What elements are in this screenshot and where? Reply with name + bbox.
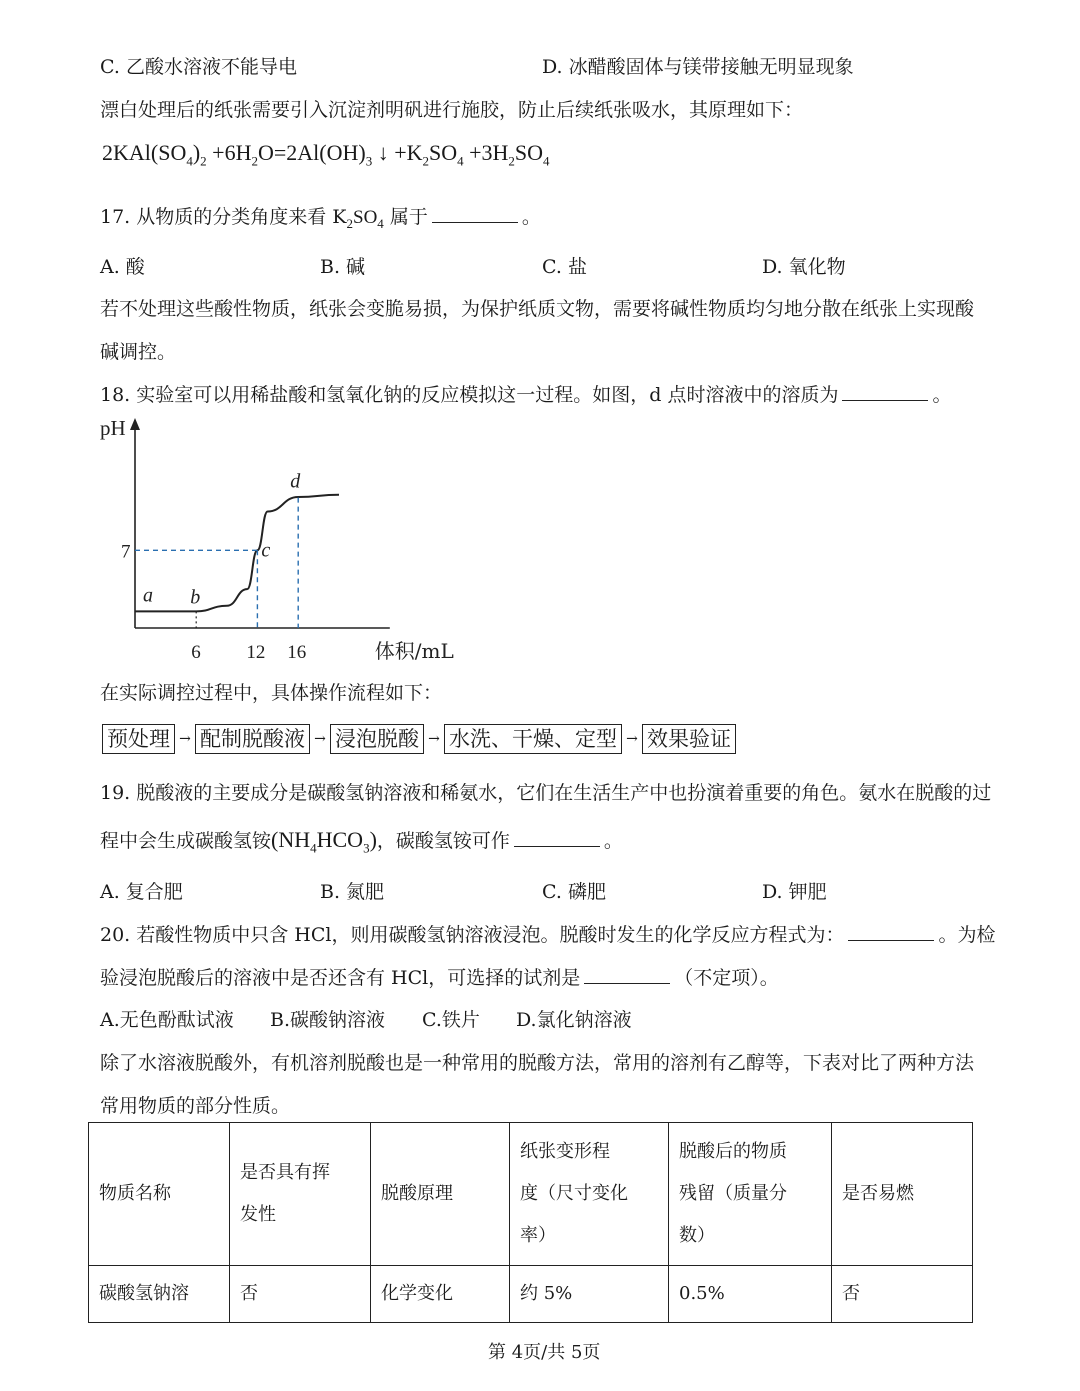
ph-curve bbox=[135, 495, 339, 612]
q18-stem: 18. 实验室可以用稀盐酸和氢氧化钠的反应模拟这一过程。如图，d 点时溶液中的溶质为 。 bbox=[100, 384, 952, 406]
para-acid-line1: 若不处理这些酸性物质，纸张会变脆易损，为保护纸质文物，需要将碱性物质均匀地分散在纸张上实现酸 bbox=[100, 298, 975, 320]
para-organic-line2: 常用物质的部分性质。 bbox=[100, 1095, 291, 1117]
ph-titration-chart bbox=[95, 410, 455, 670]
y-axis-label: pH bbox=[100, 416, 126, 440]
flow-step: 浸泡脱酸 bbox=[330, 724, 424, 754]
q20-option-a: A.无色酚酞试液 bbox=[100, 1009, 234, 1031]
alum-equation: $2KAl(SO_4)_2 +6H_2O=2Al(OH)_3$ ↓ $+K_2SO_4 +3H_2SO_4$ bbox=[102, 140, 550, 169]
q19-option-a: A. 复合肥 bbox=[100, 881, 183, 903]
header-line: 脱酸原理 bbox=[381, 1183, 453, 1204]
flow-arrow-icon: → bbox=[314, 731, 326, 747]
table-cell: 碳酸氢钠溶 bbox=[89, 1266, 230, 1323]
table-header-cell bbox=[669, 1123, 832, 1266]
table-cell: 否 bbox=[230, 1266, 371, 1323]
answer-blank[interactable] bbox=[584, 965, 670, 984]
x-axis-label: 体积/mL bbox=[374, 639, 454, 663]
x-tick-label: 16 bbox=[287, 642, 307, 663]
table-header-cell bbox=[89, 1123, 230, 1266]
header-line: 是否易燃 bbox=[842, 1183, 914, 1204]
q19-option-b: B. 氮肥 bbox=[320, 881, 385, 903]
flow-step: 效果验证 bbox=[642, 724, 736, 754]
table-header-cell bbox=[230, 1123, 371, 1266]
q16-option-c: C. 乙酸水溶液不能导电 bbox=[100, 56, 297, 78]
table-cell: 否 bbox=[832, 1266, 973, 1323]
q19-line2: 程中会生成碳酸氢铵$(NH_4HCO_3)$，碳酸氢铵可作 。 bbox=[100, 827, 623, 856]
flow-intro: 在实际调控过程中，具体操作流程如下： bbox=[100, 682, 443, 704]
para-organic-line1: 除了水溶液脱酸外，有机溶剂脱酸也是一种常用的脱酸方法，常用的溶剂有乙醇等，下表对比了两种方法 bbox=[100, 1052, 975, 1074]
header-line: 率） bbox=[520, 1225, 556, 1246]
x-tick-label: 12 bbox=[246, 642, 266, 663]
table-header-row bbox=[89, 1123, 973, 1266]
flow-arrow-icon: → bbox=[179, 731, 191, 747]
header-line: 数） bbox=[679, 1225, 715, 1246]
table-cell: 0.5% bbox=[669, 1266, 832, 1323]
q20-line1: 20. 若酸性物质中只含 HCl，则用碳酸氢钠溶液浸泡。脱酸时发生的化学反应方程式为： 。为检 bbox=[100, 924, 996, 946]
q19-line1: 19. 脱酸液的主要成分是碳酸氢钠溶液和稀氨水，它们在生活生产中也扮演着重要的角色。氨水在脱酸的过 bbox=[100, 782, 992, 804]
table-header-cell bbox=[371, 1123, 510, 1266]
header-line: 残留（质量分 bbox=[679, 1183, 787, 1204]
q20-line2: 验浸泡脱酸后的溶液中是否还含有 HCl，可选择的试剂是 （不定项）。 bbox=[100, 967, 779, 989]
y-axis-arrow-icon bbox=[130, 418, 140, 430]
q20-option-d: D.氯化钠溶液 bbox=[516, 1009, 632, 1031]
flow-step: 水洗、干燥、定型 bbox=[444, 724, 622, 754]
table-row bbox=[89, 1266, 973, 1323]
q16-option-d: D. 冰醋酸固体与镁带接触无明显现象 bbox=[542, 56, 854, 78]
flow-step: 配制脱酸液 bbox=[195, 724, 310, 754]
page-number: 第 4页/共 5页 bbox=[488, 1342, 601, 1363]
answer-blank[interactable] bbox=[432, 204, 518, 223]
flow-step: 预处理 bbox=[102, 724, 175, 754]
q20-option-c: C.铁片 bbox=[422, 1009, 480, 1031]
table-cell: 约 5% bbox=[510, 1266, 669, 1323]
point-label-d: d bbox=[290, 470, 301, 493]
table-header-cell bbox=[510, 1123, 669, 1266]
header-line: 是否具有挥 bbox=[240, 1162, 330, 1183]
alum-intro: 漂白处理后的纸张需要引入沉淀剂明矾进行施胶，防止后续纸张吸水，其原理如下： bbox=[100, 99, 804, 121]
flow-arrow-icon: → bbox=[428, 731, 440, 747]
point-label-b: b bbox=[190, 586, 201, 609]
answer-blank[interactable] bbox=[848, 922, 934, 941]
table-header-cell bbox=[832, 1123, 973, 1266]
answer-blank[interactable] bbox=[514, 828, 600, 847]
point-label-c: c bbox=[261, 539, 271, 562]
answer-blank[interactable] bbox=[842, 382, 928, 401]
header-line: 纸张变形程 bbox=[520, 1141, 610, 1162]
comparison-table bbox=[88, 1122, 973, 1323]
point-label-a: a bbox=[143, 584, 153, 607]
header-line: 物质名称 bbox=[99, 1183, 171, 1204]
q20-option-b: B.碳酸钠溶液 bbox=[270, 1009, 386, 1031]
q17-option-b: B. 碱 bbox=[320, 256, 366, 278]
q17-option-c: C. 盐 bbox=[542, 256, 587, 278]
q17-option-d: D. 氧化物 bbox=[762, 256, 846, 278]
table-cell: 化学变化 bbox=[371, 1266, 510, 1323]
para-acid-line2: 碱调控。 bbox=[100, 341, 177, 363]
y-tick-label: 7 bbox=[121, 541, 131, 563]
q19-option-d: D. 钾肥 bbox=[762, 881, 827, 903]
q17-option-a: A. 酸 bbox=[100, 256, 145, 278]
flow-arrow-icon: → bbox=[626, 731, 638, 747]
q19-option-c: C. 磷肥 bbox=[542, 881, 606, 903]
header-line: 发性 bbox=[240, 1204, 276, 1225]
header-line: 脱酸后的物质 bbox=[679, 1141, 787, 1162]
header-line: 度（尺寸变化 bbox=[520, 1183, 628, 1204]
q17-stem: 17. 从物质的分类角度来看 $K_2SO_4$ 属于 。 bbox=[100, 206, 541, 231]
process-flow bbox=[102, 724, 736, 754]
x-tick-label: 6 bbox=[191, 642, 201, 663]
